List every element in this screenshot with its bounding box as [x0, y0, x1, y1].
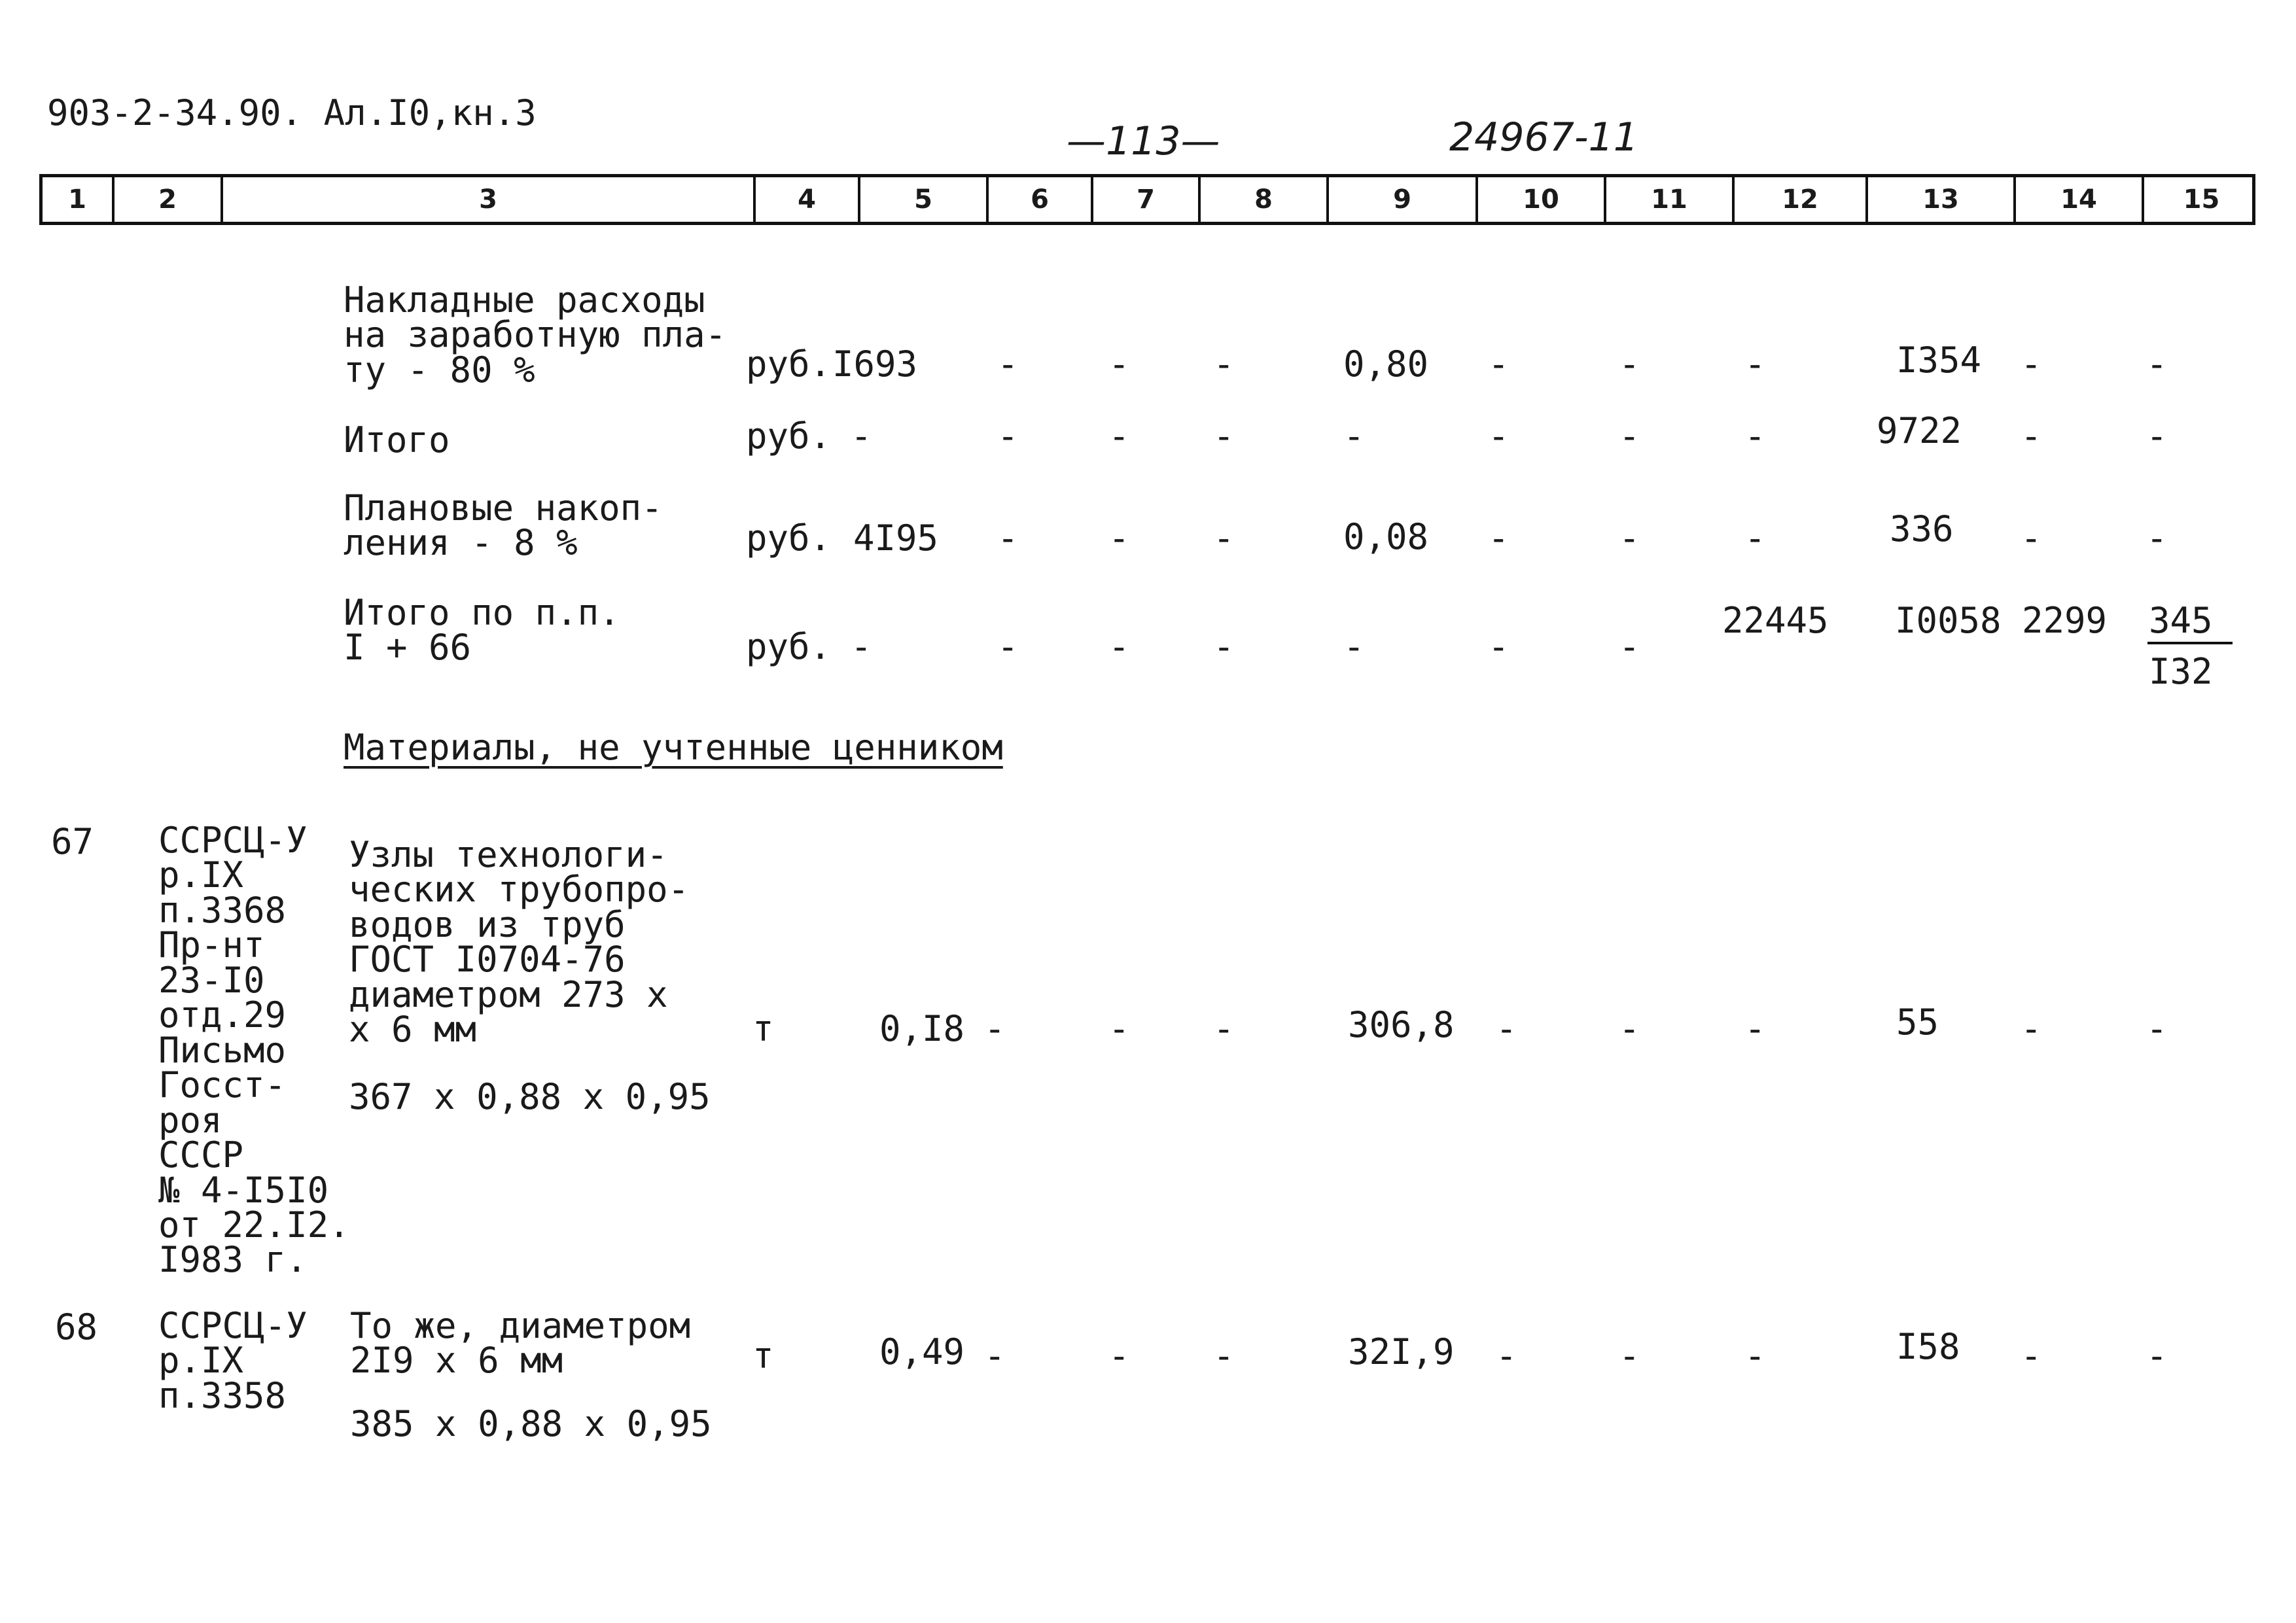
- column-header-1: 1: [43, 177, 115, 222]
- total-quantity: -: [851, 626, 872, 667]
- fraction-bar: [2147, 642, 2233, 644]
- item-68-col12: -: [1744, 1335, 1766, 1376]
- overhead-col8: -: [1213, 343, 1235, 385]
- overhead-col9: 0,80: [1343, 343, 1429, 385]
- total-col7: -: [1108, 626, 1130, 667]
- overhead-col10: -: [1488, 343, 1510, 385]
- overhead-quantity: I693: [832, 343, 918, 385]
- subtotal-col6: -: [997, 415, 1019, 457]
- subtotal-col12: -: [1744, 415, 1766, 457]
- item-67-number: 67: [51, 821, 94, 862]
- item-68-calc: 385 х 0,88 х 0,95: [350, 1403, 712, 1444]
- page-number: —113—: [1067, 118, 1220, 164]
- column-header-8: 8: [1201, 177, 1329, 222]
- item-68-col13: I58: [1896, 1326, 1960, 1367]
- column-header-11: 11: [1606, 177, 1735, 222]
- column-header-3: 3: [223, 177, 756, 222]
- overhead-col13: I354: [1896, 340, 1982, 381]
- item-67-col15: -: [2146, 1008, 2168, 1049]
- item-68-col11: -: [1619, 1335, 1640, 1376]
- column-header-7: 7: [1093, 177, 1201, 222]
- total-col8: -: [1213, 626, 1235, 667]
- document-number: 24967-11: [1449, 114, 1638, 160]
- column-header-12: 12: [1735, 177, 1868, 222]
- subtotal-col7: -: [1108, 415, 1130, 457]
- total-col15-numerator: 345: [2149, 600, 2213, 641]
- item-67-col11: -: [1619, 1008, 1640, 1049]
- total-col6: -: [997, 626, 1019, 667]
- item-68-col9: 32I,9: [1348, 1331, 1455, 1372]
- subtotal-col14: -: [2021, 415, 2042, 457]
- column-header-row: [39, 174, 2255, 225]
- column-header-10: 10: [1478, 177, 1606, 222]
- item-67-quantity: 0,I8: [879, 1008, 965, 1049]
- item-68-col10: -: [1496, 1335, 1517, 1376]
- item-68-reference: ССРСЦ-У р.IX п.3358: [158, 1305, 308, 1416]
- subtotal-col13: 9722: [1877, 410, 1962, 451]
- item-67-unit: т: [752, 1008, 774, 1049]
- item-67-col14: -: [2021, 1008, 2042, 1049]
- overhead-col15: -: [2146, 343, 2168, 385]
- column-header-5: 5: [860, 177, 989, 222]
- column-header-14: 14: [2016, 177, 2144, 222]
- item-68-col6: -: [984, 1335, 1006, 1376]
- item-68-col15: -: [2146, 1335, 2168, 1376]
- column-header-15: 15: [2183, 184, 2220, 215]
- total-col12: 22445: [1722, 600, 1829, 641]
- subtotal-col15: -: [2146, 415, 2168, 457]
- total-col13: I0058: [1895, 600, 2002, 641]
- item-67-calc: 367 х 0,88 х 0,95: [349, 1076, 711, 1117]
- planned-savings-col15: -: [2146, 517, 2168, 559]
- item-68-col8: -: [1213, 1335, 1235, 1376]
- column-header-4: 4: [756, 177, 860, 222]
- planned-savings-quantity: 4I95: [853, 517, 939, 559]
- subtotal-col11: -: [1619, 415, 1640, 457]
- column-header-6: 6: [989, 177, 1093, 222]
- planned-savings-col12: -: [1744, 517, 1766, 559]
- overhead-col11: -: [1619, 343, 1640, 385]
- planned-savings-col8: -: [1213, 517, 1235, 559]
- column-header-13: 13: [1868, 177, 2016, 222]
- item-68-number: 68: [55, 1306, 98, 1348]
- total-col9: -: [1343, 626, 1365, 667]
- item-68-quantity: 0,49: [879, 1331, 965, 1372]
- overhead-description: Накладные расходы на заработную пла- ту - 80 %: [344, 279, 727, 391]
- item-67-col6: -: [984, 1008, 1006, 1049]
- item-67-col12: -: [1744, 1008, 1766, 1049]
- section-title: Материалы, не учтенные ценником: [344, 727, 1003, 768]
- total-unit: руб.: [746, 626, 832, 667]
- total-col10: -: [1488, 626, 1510, 667]
- total-description: Итого по п.п. I + 66: [344, 592, 620, 669]
- column-header-9: 9: [1329, 177, 1478, 222]
- item-67-col8: -: [1213, 1008, 1235, 1049]
- subtotal-col10: -: [1488, 415, 1510, 457]
- overhead-col7: -: [1108, 343, 1130, 385]
- item-67-reference: ССРСЦ-У р.IX п.3368 Пр-нт 23-I0 отд.29 Письмо Госст- роя СССР № 4-I5I0 от 22.I2. I983 г.: [158, 820, 350, 1281]
- item-67-col10: -: [1496, 1008, 1517, 1049]
- column-header-2: 2: [115, 177, 223, 222]
- planned-savings-col7: -: [1108, 517, 1130, 559]
- subtotal-description: Итого: [344, 419, 450, 461]
- item-68-col7: -: [1108, 1335, 1130, 1376]
- subtotal-col8: -: [1213, 415, 1235, 457]
- item-68-col14: -: [2021, 1335, 2042, 1376]
- total-col11: -: [1619, 626, 1640, 667]
- overhead-unit: руб.: [746, 343, 832, 385]
- total-col14: 2299: [2022, 600, 2108, 641]
- item-67-description: Узлы технологи- ческих трубопро- водов из труб ГОСТ I0704-76 диаметром 273 х х 6 мм: [349, 834, 690, 1051]
- item-67-col9: 306,8: [1348, 1004, 1455, 1045]
- planned-savings-col10: -: [1488, 517, 1510, 559]
- subtotal-quantity: -: [851, 415, 872, 457]
- document-code: 903-2-34.90. Ал.I0,кн.3: [47, 92, 537, 133]
- item-67-col7: -: [1108, 1008, 1130, 1049]
- overhead-col14: -: [2021, 343, 2042, 385]
- item-68-description: То же, диаметром 2I9 х 6 мм: [350, 1305, 691, 1382]
- overhead-col12: -: [1744, 343, 1766, 385]
- planned-savings-col9: 0,08: [1343, 516, 1429, 557]
- item-67-col13: 55: [1896, 1002, 1939, 1043]
- planned-savings-unit: руб.: [746, 517, 832, 559]
- total-col15-denominator: I32: [2149, 651, 2213, 692]
- item-68-unit: т: [752, 1335, 774, 1376]
- subtotal-col9: -: [1343, 415, 1365, 457]
- subtotal-unit: руб.: [746, 415, 832, 457]
- planned-savings-description: Плановые накоп- ления - 8 %: [344, 487, 663, 564]
- overhead-col6: -: [997, 343, 1019, 385]
- planned-savings-col6: -: [997, 517, 1019, 559]
- planned-savings-col11: -: [1619, 517, 1640, 559]
- planned-savings-col14: -: [2021, 517, 2042, 559]
- planned-savings-col13: 336: [1890, 508, 1954, 550]
